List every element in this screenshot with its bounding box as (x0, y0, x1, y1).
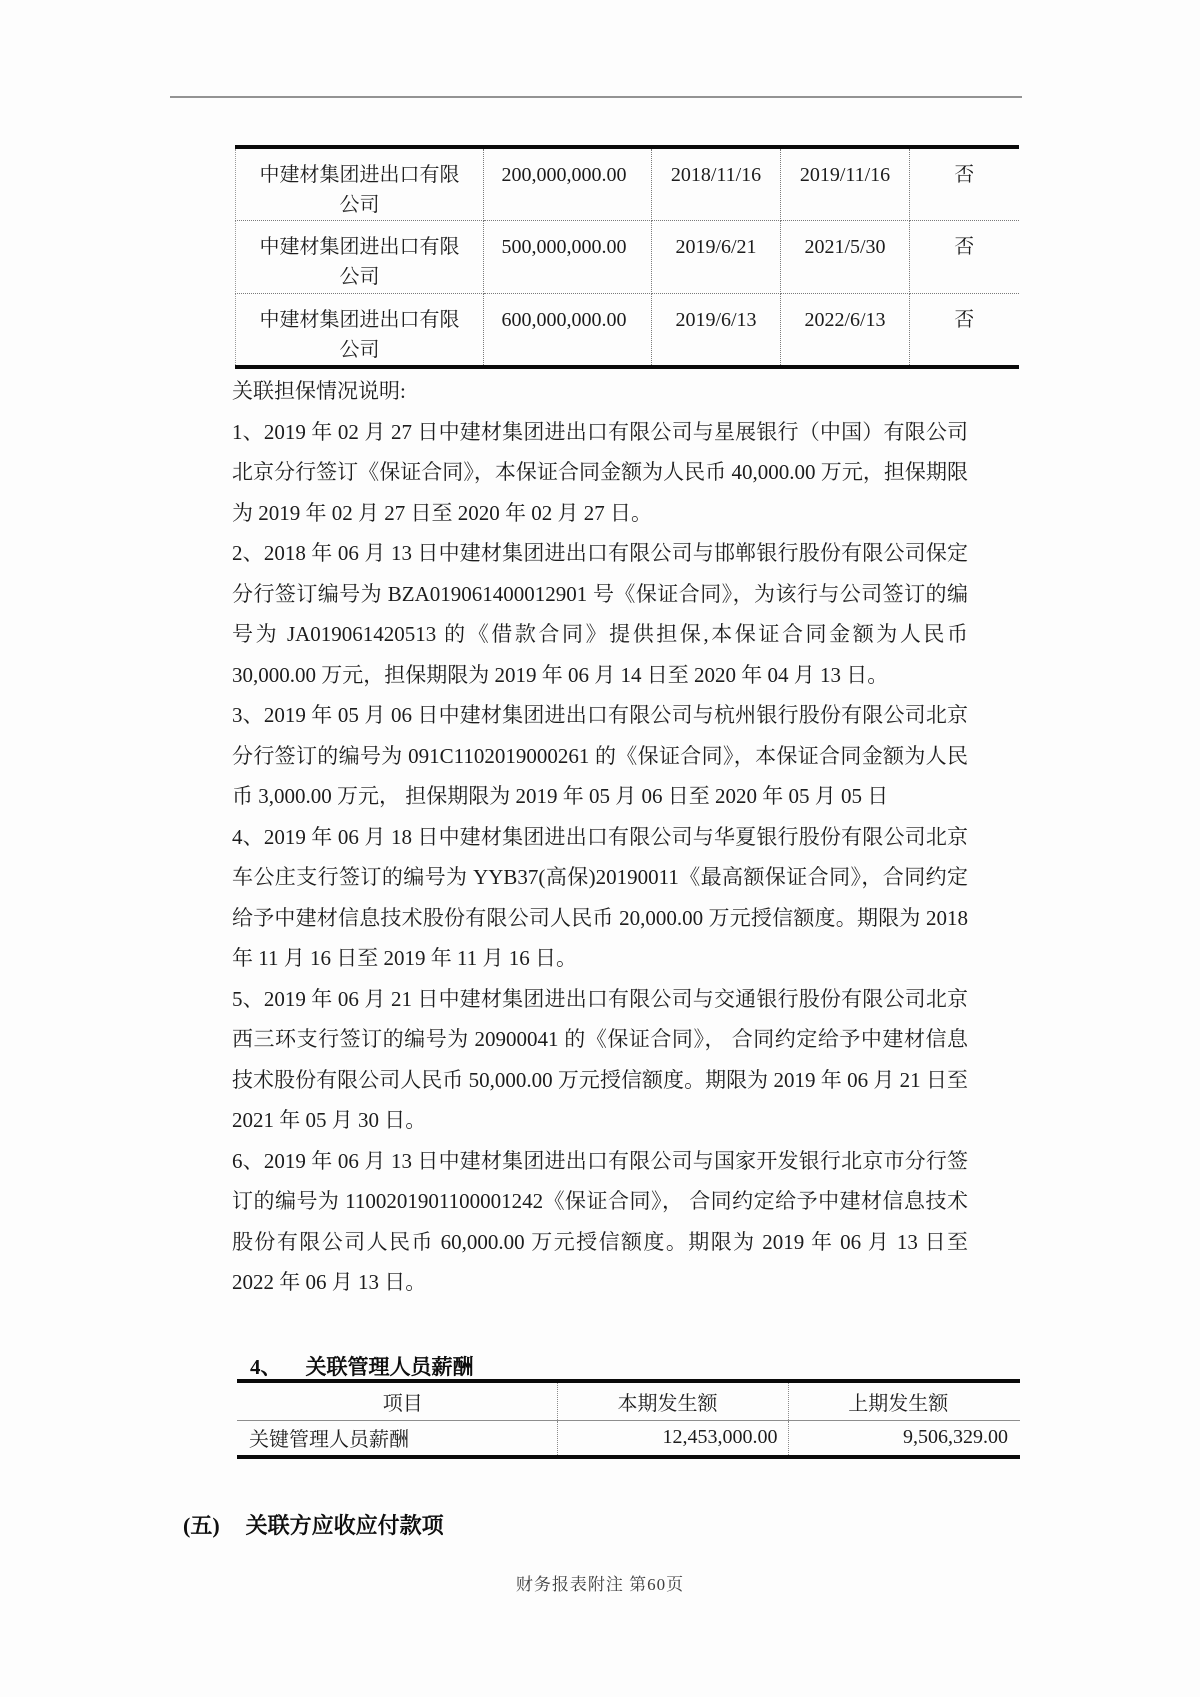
table-row (236, 221, 1019, 294)
table-row (236, 147, 1019, 221)
compensation-table (237, 1379, 1020, 1459)
column-header-current: 本期发生额 (557, 1381, 788, 1420)
column-header-prior: 上期发生额 (788, 1381, 1020, 1420)
guarantor-company-cell: 中建材集团进出口有限公司 (236, 221, 484, 294)
note-paragraph: 6、2019 年 06 月 13 日中建材集团进出口有限公司与国家开发银行北京市分行签订的编号为 1100201901100001242《保证合同》， 合同约定给予中建材信息技术股份有限公司人民币 60,000.00 万元授信额度。期限为 2019 年 06 月 13 日至 2022 年 06 月 13 日。 (232, 1148, 968, 1294)
note-paragraph: 1、2019 年 02 月 27 日中建材集团进出口有限公司与星展银行（中国）有限公司北京分行签订《保证合同》，本保证合同金额为人民币 40,000.00 万元，担保期限为 2019 年 02 月 27 日至 2020 年 02 月 27 日。 (232, 419, 968, 525)
page-footer: 财务报表附注 第60页 (515, 1575, 685, 1594)
notes-title: 关联担保情况说明: (232, 379, 406, 403)
compensation-item-cell: 关键管理人员薪酬 (237, 1420, 557, 1457)
section-number: 4、 (250, 1355, 282, 1379)
guarantee-table (235, 145, 1019, 369)
guarantee-amount-cell: 200,000,000.00 (484, 147, 652, 221)
note-paragraph: 2、2018 年 06 月 13 日中建材集团进出口有限公司与邯郸银行股份有限公司保定分行签订编号为 BZA019061400012901 号《保证合同》，为该行与公司签订的编号为 JA019061420513 的《借款合同》提供担保,本保证合同金额为人民币 30,000.00 万元，担保期限为 2019 年 06 月 14 日至 2020 年 04 月 13 日。 (232, 541, 968, 687)
guarantee-amount-cell: 600,000,000.00 (484, 294, 652, 368)
section-heading-compensation (250, 1351, 474, 1381)
note-paragraph: 3、2019 年 05 月 06 日中建材集团进出口有限公司与杭州银行股份有限公司北京分行签订的编号为 091C1102019000261 的《保证合同》，本保证合同金额为人民币 3,000.00 万元， 担保期限为 2019 年 05 月 06 日至 2020 年 05 月 05 日 (232, 703, 968, 808)
note-paragraph: 4、2019 年 06 月 18 日中建材集团进出口有限公司与华夏银行股份有限公司北京车公庄支行签订的编号为 YYB37(高保)20190011《最高额保证合同》，合同约定给予中建材信息技术股份有限公司人民币 20,000.00 万元授信额度。期限为 2018 年 11 月 16 日至 2019 年 11 月 16 日。 (232, 824, 968, 970)
section-number: (五) (183, 1513, 220, 1538)
table-row (236, 294, 1019, 368)
section-heading-receivables (183, 1509, 444, 1540)
completed-flag-cell: 否 (954, 309, 975, 331)
header-divider (170, 96, 1022, 98)
prior-period-amount: 9,506,329.00 (903, 1426, 1008, 1449)
current-period-amount: 12,453,000.00 (557, 1420, 788, 1457)
section-title: 关联方应收应付款项 (245, 1513, 444, 1538)
end-date-cell: 2022/6/13 (781, 294, 910, 368)
guarantee-amount-cell: 500,000,000.00 (484, 221, 652, 294)
table-header-row (237, 1381, 1020, 1420)
table-row (237, 1420, 1020, 1457)
column-header-item: 项目 (237, 1381, 557, 1420)
section-title: 关联管理人员薪酬 (305, 1355, 474, 1379)
completed-flag-cell: 否 (910, 147, 1019, 221)
guarantor-company-cell: 中建材集团进出口有限公司 (236, 294, 484, 368)
end-date-cell: 2021/5/30 (781, 221, 910, 294)
guarantor-company-cell: 中建材集团进出口有限公司 (236, 147, 484, 221)
completed-flag-cell: 否 (910, 221, 1019, 294)
start-date-cell: 2019/6/21 (652, 221, 781, 294)
note-paragraph: 5、2019 年 06 月 21 日中建材集团进出口有限公司与交通银行股份有限公司北京西三环支行签订的编号为 20900041 的《保证合同》， 合同约定给予中建材信息技术股份有限公司人民币 50,000.00 万元授信额度。期限为 2019 年 06 月 21 日至 2021 年 05 月 30 日。 (232, 986, 968, 1132)
guarantee-notes (232, 371, 968, 1303)
end-date-cell: 2019/11/16 (781, 147, 910, 221)
start-date-cell: 2019/6/13 (652, 294, 781, 368)
start-date-cell: 2018/11/16 (652, 147, 781, 221)
